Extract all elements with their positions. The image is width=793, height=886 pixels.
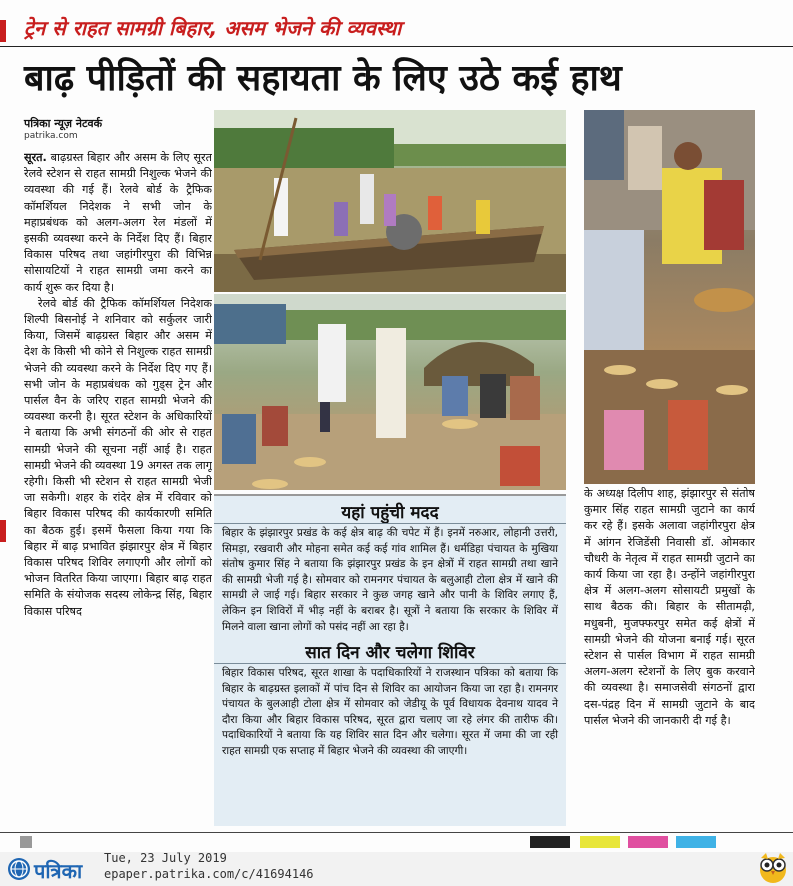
rule-divider: [214, 663, 566, 664]
section-marker: [0, 20, 6, 42]
rule-divider: [0, 832, 793, 833]
patrika-logo-icon: [8, 858, 30, 880]
article-column-1: [24, 150, 212, 830]
footer-date: Tue, 23 July 2019: [104, 851, 227, 865]
photo-food-distribution: [584, 110, 755, 484]
paragraph: बाढ़ग्रस्त बिहार और असम के लिए सूरत रेलवे स्टेशन से राहत सामग्री निशुल्क भेजने की व्यवस्था की गई हैं। रेलवे बोर्ड के ट्रैफिक कॉमर्शियल निदेशक ने सभी जोन के महाप्रबंधक को अलग-अलग रेल मंडलों में इसकी व्यवस्था करने के निर्देश दिए हैं। बिहार विकास परिषद तथा जहांगीरपुरा की विभिन्न सोसायटियों ने राहत सामग्री जमा करने का कार्य शुरू कर दिया है।: [24, 151, 212, 294]
registration-mark: [676, 836, 716, 848]
footer-url[interactable]: epaper.patrika.com/c/41694146: [104, 867, 314, 881]
box-heading: यहां पहुंची मदद: [341, 503, 439, 523]
rule-divider: [214, 523, 566, 524]
byline: पत्रिका न्यूज़ नेटवर्क: [24, 117, 103, 130]
owl-icon[interactable]: [758, 850, 788, 884]
box-paragraph: बिहार के झंझारपुर प्रखंड के कई क्षेत्र बाढ़ की चपेट में हैं। इनमें नरुआर, लोहानी उत्तरी, सिमड़ा, रखवारी और मोहना समेत कई कई गांव शामिल हैं। धर्मडिहा पंचायत के मुखिया संतोष कुमार सिंह ने बताया कि झंझारपुर प्रखंड के इन क्षेत्रों में राहत सामग्री तथा खाने की सामग्री भेजी गई है। सोमवार को रामनगर पंचायत के बलुआही टोला क्षेत्र में खाने की सामग्री ले जाई गई। बिहार सरकार ने कुछ जगह खाने और पानी के शिविर लगाए हैं, लेकिन इन शिविरों में भीड़ नहीं के बराबर है। सूत्रों ने बताया कि सरकार के शिविर में मिलने वाला खाना लोगों को पसंद नहीं आ रहा है।: [222, 527, 558, 633]
article-column-3: [584, 486, 755, 826]
footer-logo-text[interactable]: पत्रिका: [34, 859, 83, 883]
boat-illustration: [214, 110, 566, 292]
paragraph: के अध्यक्ष दिलीप शाह, झंझारपुर से संतोष कुमार सिंह राहत सामग्री जुटाने का कार्य कर रहे हैं। इसके अलावा जहांगीरपुरा क्षेत्र में आंगन रेजिडेंसी निवासी डॉ. ओमकार चौधरी के नेतृत्व में राहत सामग्री जुटाने का कार्य किया जा रहा है। उन्होंने जहांगीरपुरा क्षेत्र में अलग-अलग सोसायटी प्रमुखों के साथ बैठक की। बिहार के सीतामढ़ी, मधुबनी, मुजफ्फरपुर समेत कई क्षेत्रों में सामग्री भेजने की योजना बनाई गई। सूरत स्टेशन से पार्सल विभाग में राहत सामग्री अलग-अलग स्टेशनों के लिए बुक करवाने की व्यवस्था है। समाजसेवी संगठनों द्वारा दस-पंद्रह दिन में सामग्री जुटाने के बाद पार्सल भेजने की जानकारी दी गई है।: [584, 487, 755, 727]
distribution-illustration: [584, 110, 755, 484]
registration-mark: [530, 836, 570, 848]
globe-icon: [8, 858, 30, 880]
section-marker: [0, 520, 6, 542]
photo-boat-relief: [214, 110, 566, 292]
paragraph: रेलवे बोर्ड की ट्रैफिक कॉमर्शियल निदेशक शिल्पी बिसनोई ने शनिवार को सर्कुलर जारी किया, जिसमें बाढ़ग्रस्त बिहार और असम में देश के किसी भी कोने से निशुल्क राहत सामग्री भेजने की व्यवस्था करने के निर्देश दिए गए हैं। सभी जोन के महाप्रबंधक को गुड्स ट्रेन और पार्सल वैन के जरिए राहत सामग्री भेजने की व्यवस्था करनी है। सूरत स्टेशन के अधिकारियों ने बताया कि अभी संगठनों की ओर से राहत सामग्री भेजने की सूचना नहीं आई है। राहत सामग्री भेजने की व्यवस्था 19 अगस्त तक लागू रहेगी। किसी भी स्टेशन से राहत सामग्री भेजी जा सकेगी। शहर के रांदेर क्षेत्र में रविवार को बिहार विकास परिषद की कार्यकारणी समिति का बैठक हुई। इसमें फैसला किया गया कि बिहार में बाढ़ प्रभावित झंझारपुर क्षेत्र में बिहार विकास परिषद शिविर लगाएगी और लोगों को भोजन वितरित किया जाएगा। बिहार बाढ़ राहत समिति के संयोजक सदस्य लोकेन्द्र सिंह, बिहार विकास परिषद: [24, 296, 212, 618]
byline-source: patrika.com: [24, 131, 78, 141]
info-box: [214, 494, 566, 826]
dateline: सूरत.: [24, 151, 47, 164]
headline: बाढ़ पीड़ितों की सहायता के लिए उठे कई हाथ: [24, 58, 622, 99]
box-heading: सात दिन और चलेगा शिविर: [305, 643, 475, 663]
box-paragraph: बिहार विकास परिषद, सूरत शाखा के पदाधिकारियों ने राजस्थान पत्रिका को बताया कि बिहार के बाढ़ग्रस्त इलाकों में पांच दिन से शिविर का आयोजन किया जा रहा है। रामनगर पंचायत के बुलआही टोला क्षेत्र में सोमवार को जेडीयू के पूर्व विधायक देवनाथ यादव ने दौरा किया और बिहार विकास परिषद, सूरत द्वारा चलाए जा रहे लंगर की तारीफ की। पदाधिकारियों ने बताया कि यह शिविर सात दिन और चलेगा। सूरत में जमा की जा रही राहत सामग्री एक सप्ताह में बिहार भेजने की व्यवस्था की जाएगी।: [222, 667, 558, 757]
owl-icon-graphic: [758, 850, 788, 884]
registration-mark: [580, 836, 620, 848]
meal-illustration: [214, 294, 566, 490]
rule-divider: [0, 46, 793, 47]
registration-mark: [628, 836, 668, 848]
registration-mark: [20, 836, 32, 848]
photo-community-meal: [214, 294, 566, 490]
kicker: ट्रेन से राहत सामग्री बिहार, असम भेजने की व्यवस्था: [24, 16, 402, 40]
